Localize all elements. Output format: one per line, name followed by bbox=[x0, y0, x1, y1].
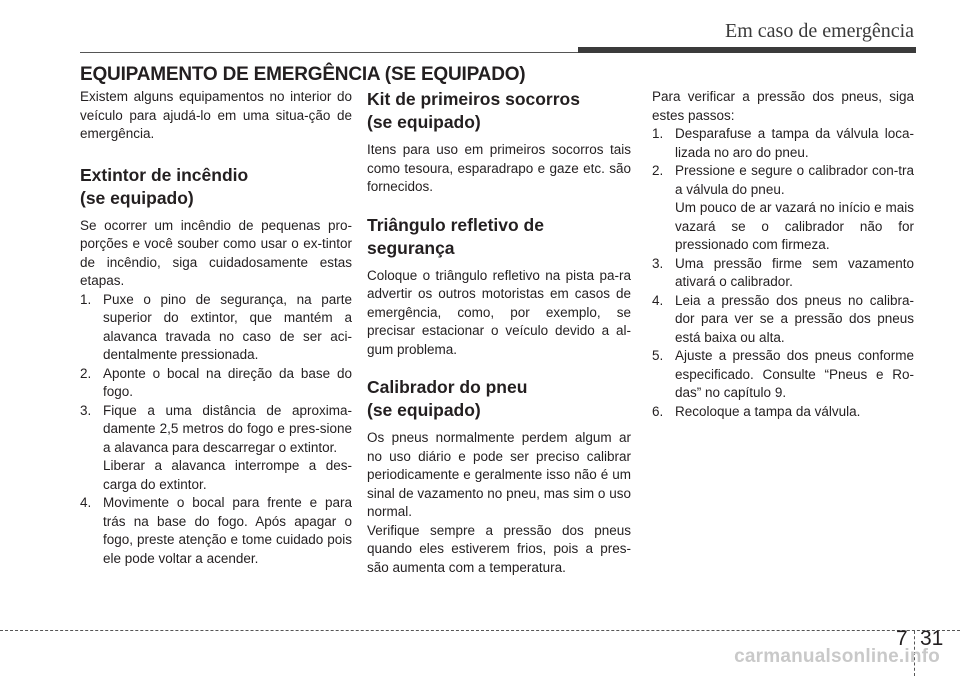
triangulo-heading-line2: segurança bbox=[367, 237, 455, 258]
step-number: 4. bbox=[652, 292, 664, 308]
kit-heading-line1: Kit de primeiros socorros bbox=[367, 89, 580, 109]
footer-divider bbox=[0, 630, 960, 631]
column-right bbox=[652, 88, 914, 421]
step-text: Aponte o bocal na direção da base do fogo. bbox=[103, 365, 352, 399]
step-number: 2. bbox=[80, 365, 92, 381]
step-text: Puxe o pino de segurança, na parte superior do extintor, que mantém a alavanca travada no caso de ser aci-dentalmente pressionada. bbox=[103, 291, 352, 362]
list-item bbox=[80, 494, 352, 568]
step-text: Leia a pressão dos pneus no calibra-dor para ver se a pressão dos pneus está baixa ou alta. bbox=[675, 292, 914, 345]
kit-paragraph: Itens para uso em primeiros socorros tais como tesoura, esparadrapo e gaze etc. são fornecidos. bbox=[367, 142, 631, 194]
header-bar bbox=[578, 47, 916, 53]
step-number: 2. bbox=[652, 163, 664, 178]
step-number: 4. bbox=[80, 495, 92, 510]
list-item bbox=[652, 292, 914, 348]
step-text: Pressione e segure o calibrador con-tra a válvula do pneu. bbox=[675, 163, 914, 197]
watermark: carmanualsonline.info bbox=[734, 646, 940, 667]
list-item bbox=[652, 162, 914, 255]
calibrador-paragraph: Os pneus normalmente perdem algum ar no uso diário e pode ser preciso calibrar periodicamente e geralmente isso não é um sinal de vazamento no pneu, mas sim o uso normal. bbox=[367, 430, 631, 519]
step-text: Movimente o bocal para frente e para trás na base do fogo. Após apagar o fogo, preste atenção e tome cuidado pois ele pode voltar a acender. bbox=[103, 495, 352, 566]
extintor-heading-line2: (se equipado) bbox=[80, 187, 194, 208]
extintor-steps bbox=[80, 291, 352, 569]
calibrador-heading-line2: (se equipado) bbox=[367, 400, 481, 420]
step-text: Fique a uma distância de aproxima-damente 2,5 metros do fogo e pres-sione a alavanca para descarregar o extintor. bbox=[103, 402, 352, 455]
list-item bbox=[80, 402, 352, 495]
chapter-number: 7 bbox=[896, 627, 908, 650]
intro-paragraph: Existem alguns equipamentos no interior do veículo para ajudá-lo em uma situa-ção de emergência. bbox=[80, 89, 352, 141]
step-number: 5. bbox=[652, 348, 664, 363]
list-item bbox=[80, 365, 352, 402]
list-item bbox=[80, 291, 352, 365]
calibrador-intro: Para verificar a pressão dos pneus, siga estes passos: bbox=[652, 89, 914, 123]
step-note: Um pouco de ar vazará no início e mais vazará se o calibrador não for pressionado com firmeza. bbox=[675, 200, 914, 252]
page-number: 31 bbox=[920, 627, 944, 650]
list-item bbox=[652, 255, 914, 292]
header-rule bbox=[80, 52, 580, 53]
list-item bbox=[652, 347, 914, 403]
extintor-paragraph: Se ocorrer um incêndio de pequenas pro-porções e você souber como usar o ex-tintor de incêndio, siga cuidadosamente estas etapas. bbox=[80, 217, 352, 288]
calibrador-paragraph-2: Verifique sempre a pressão dos pneus quando eles estiverem frios, pois a pres-são aumenta com a temperatura. bbox=[367, 522, 631, 575]
chapter-title: Em caso de emergência bbox=[725, 20, 914, 42]
step-text: Desparafuse a tampa da válvula loca-lizada no aro do pneu. bbox=[675, 126, 914, 160]
step-text: Ajuste a pressão dos pneus conforme especificado. Consulte “Pneus e Ro-das” no capítulo 9. bbox=[675, 348, 914, 400]
column-middle bbox=[367, 88, 631, 577]
step-text: Recoloque a tampa da válvula. bbox=[675, 403, 861, 419]
column-left bbox=[80, 88, 352, 568]
triangulo-heading-line1: Triângulo refletivo de bbox=[367, 214, 544, 235]
step-number: 1. bbox=[80, 291, 92, 307]
section-title: EQUIPAMENTO DE EMERGÊNCIA (SE EQUIPADO) bbox=[80, 64, 526, 85]
calibrador-heading bbox=[367, 376, 631, 422]
step-note: Liberar a alavanca interrompe a des-carga do extintor. bbox=[103, 458, 352, 492]
step-number: 6. bbox=[652, 403, 664, 419]
calibrador-heading-line1: Calibrador do pneu bbox=[367, 377, 528, 397]
triangulo-paragraph: Coloque o triângulo refletivo na pista pa-ra advertir os outros motoristas em casos de emergência, como, por exemplo, se precisar estacionar o veículo devido a al-gum problema. bbox=[367, 267, 631, 357]
kit-heading bbox=[367, 88, 631, 134]
triangulo-heading bbox=[367, 214, 631, 260]
kit-heading-line2: (se equipado) bbox=[367, 112, 481, 132]
step-number: 1. bbox=[652, 126, 664, 141]
extintor-heading-line1: Extintor de incêndio bbox=[80, 164, 249, 185]
step-text: Uma pressão firme sem vazamento ativará o calibrador. bbox=[675, 255, 914, 289]
extintor-heading bbox=[80, 164, 352, 210]
step-number: 3. bbox=[652, 255, 664, 271]
step-number: 3. bbox=[80, 402, 92, 418]
calibrador-steps bbox=[652, 125, 914, 421]
list-item bbox=[652, 125, 914, 162]
list-item bbox=[652, 403, 914, 422]
